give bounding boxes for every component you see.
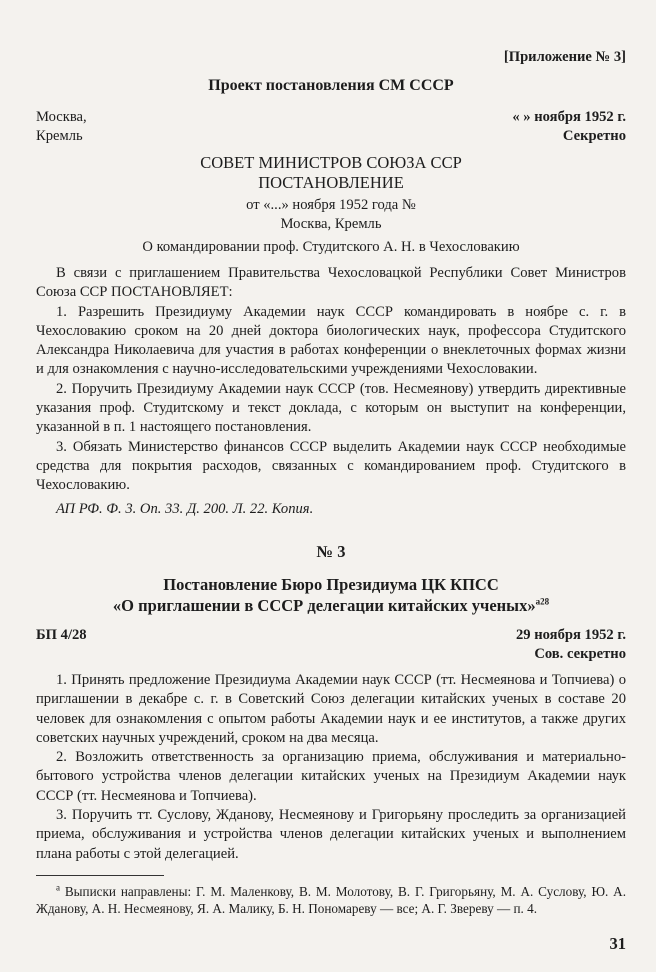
resolution-item-3: 3. Обязать Министерство финансов СССР выделить Академии наук СССР необходимые средства для покрытия расходов, связанных с командированием проф. Студитского в Чехословакию. [36, 438, 626, 494]
document-number: № 3 [316, 542, 346, 561]
resolution-intro: В связи с приглашением Правительства Чехословацкой Республики Совет Министров Союза ССР ПОСТАНОВЛЯЕТ: [36, 265, 626, 301]
decision-item-2: 2. Возложить ответственность за организацию приема, обслуживания и материально-бытового устройства членов делегации китайских ученых на Президиум Академии наук СССР (тт. Несмеянова и Топчиева). [36, 749, 626, 804]
header-date: « » ноября 1952 г. [512, 109, 626, 125]
document-3-heading [36, 541, 626, 616]
document-title-line-1: Постановление Бюро Президиума ЦК КПСС [163, 575, 499, 594]
appendix-label: [Приложение № 3] [503, 49, 626, 65]
decision-body [36, 671, 626, 864]
archive-source: АП РФ. Ф. 3. Оп. 33. Д. 200. Л. 22. Копия. [56, 500, 314, 517]
resolution-body [36, 264, 626, 519]
decision-secrecy: Сов. секретно [534, 646, 626, 663]
document-title-line-2 [36, 595, 626, 616]
decision-item-3: 3. Поручить тт. Суслову, Жданову, Несмеянову и Григорьяну проследить за организацией приема, обслуживания и устройства членов делегации китайских ученых и выполнением плана работы с этой делегацией. [36, 807, 626, 862]
draft-title: Проект постановления СМ СССР [208, 77, 454, 94]
decision-date: 29 ноября 1952 г. [516, 627, 626, 643]
page-number: 31 [609, 934, 626, 953]
footnote-reference: а28 [535, 596, 550, 607]
resolution-date-line: от «...» ноября 1952 года № [246, 197, 416, 213]
footnote-divider [36, 875, 164, 876]
council-name: СОВЕТ МИНИСТРОВ СОЮЗА ССР [200, 153, 462, 172]
decision-header [36, 626, 626, 665]
decision-item-1: 1. Принять предложение Президиума Академии наук СССР (тт. Несмеянова и Топчиева) о приглашении в декабре с. г. в Советский Союз делегации китайских ученых в составе 20 человек для ознакомления с опытом работы Академии наук и ее институтов, а также других советских научных учреждений, сроком на два месяца. [36, 672, 626, 746]
footnote-content: Выписки направлены: Г. М. Маленкову, В. М. Молотову, В. Г. Григорьяну, М. А. Суслову, Ю. А. Жданову, А. Н. Несмеянову, Я. А. Малику, Б. Н. Пономареву — все; А. Г. Звереву — п. 4. [36, 884, 626, 917]
resolution-item-1: 1. Разрешить Президиуму Академии наук СССР командировать в ноябре с. г. в Чехословакию сроком на 20 дней доктора биологических наук, профессора Студитского Александра Николаевича для участия в работах конференции о внеклеточных формах жизни и для ознакомления с научно-исследовательскими учреждениями Чехословакии. [36, 303, 626, 378]
footnote-text [36, 883, 626, 917]
draft-title-block [36, 76, 626, 95]
footnote-mark: а [56, 882, 60, 893]
header-place-kremlin: Кремль [36, 128, 83, 145]
draft-header [36, 108, 626, 147]
resolution-subject: О командировании проф. Студитского А. Н. в Чехословакию [142, 238, 520, 255]
header-place-city: Москва, [36, 109, 87, 125]
footnote-block [36, 883, 626, 917]
resolution-place: Москва, Кремль [280, 216, 382, 233]
resolution-heading [36, 153, 626, 257]
decision-number: БП 4/28 [36, 627, 87, 643]
resolution-word: ПОСТАНОВЛЕНИЕ [258, 173, 404, 192]
document-title-text: «О приглашении в СССР делегации китайских ученых» [112, 596, 536, 615]
appendix-label-block [36, 48, 626, 67]
resolution-item-2: 2. Поручить Президиуму Академии наук СССР (тов. Несмеянову) утвердить директивные указания проф. Студитскому и текст доклада, с которым он выступит на конференции, указанной в п. 1 настоящего постановления. [36, 380, 626, 436]
header-secrecy: Секретно [562, 128, 626, 145]
